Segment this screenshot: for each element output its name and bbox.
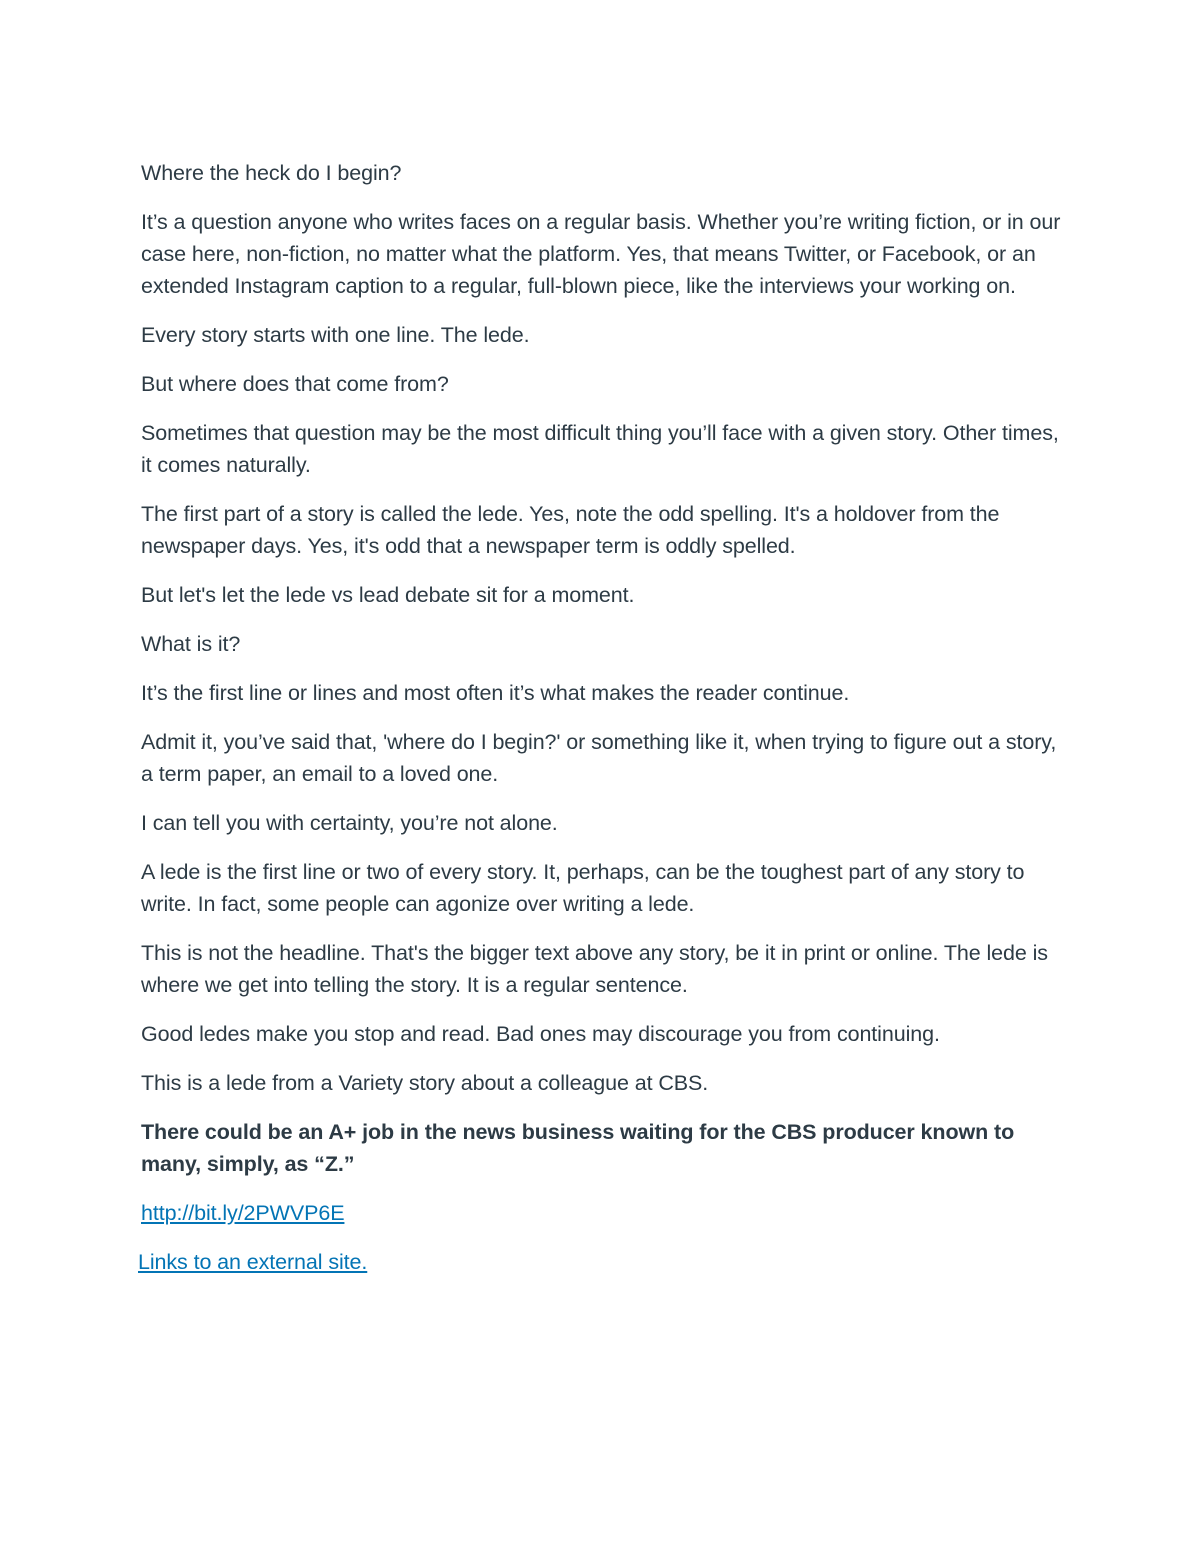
paragraph-2: It’s a question anyone who writes faces on a regular basis. Whether you’re writing fiction, or in our case here, non-fiction, no matter what the platform. Yes, that means Twitter, or Facebook, or an extended Instagram caption to a regular, full-blown piece, like the interviews your working on. [141,210,1061,298]
bold-quote: There could be an A+ job in the news business waiting for the CBS producer known to many, simply, as “Z.” [141,1120,1015,1176]
paragraph-12: A lede is the first line or two of every story. It, perhaps, can be the toughest part of any story to write. In fact, some people can agonize over writing a lede. [141,860,1025,916]
story-link[interactable]: http://bit.ly/2PWVP6E [141,1201,345,1225]
external-link-paragraph [138,1246,1061,1278]
paragraph-7: But let's let the lede vs lead debate sit for a moment. [141,583,635,607]
document-body [138,157,1061,1295]
external-site-link[interactable]: Links to an external site. [138,1250,368,1274]
paragraph-8: What is it? [141,632,241,656]
paragraph-9: It’s the first line or lines and most often it’s what makes the reader continue. [141,681,850,705]
paragraph-6: The first part of a story is called the lede. Yes, note the odd spelling. It's a holdover from the newspaper days. Yes, it's odd that a newspaper term is oddly spelled. [141,502,1000,558]
paragraph-14: Good ledes make you stop and read. Bad ones may discourage you from continuing. [141,1022,940,1046]
paragraph-15: This is a lede from a Variety story about a colleague at CBS. [141,1071,709,1095]
paragraph-13: This is not the headline. That's the bigger text above any story, be it in print or online. The lede is where we get into telling the story. It is a regular sentence. [141,941,1048,997]
paragraph-1: Where the heck do I begin? [141,161,402,185]
paragraph-11: I can tell you with certainty, you’re not alone. [141,811,558,835]
paragraph-5: Sometimes that question may be the most difficult thing you’ll face with a given story. Other times, it comes naturally. [141,421,1059,477]
paragraph-10: Admit it, you’ve said that, 'where do I begin?' or something like it, when trying to figure out a story, a term paper, an email to a loved one. [141,730,1057,786]
paragraph-4: But where does that come from? [141,372,449,396]
paragraph-3: Every story starts with one line. The lede. [141,323,530,347]
link-paragraph [141,1197,1061,1229]
